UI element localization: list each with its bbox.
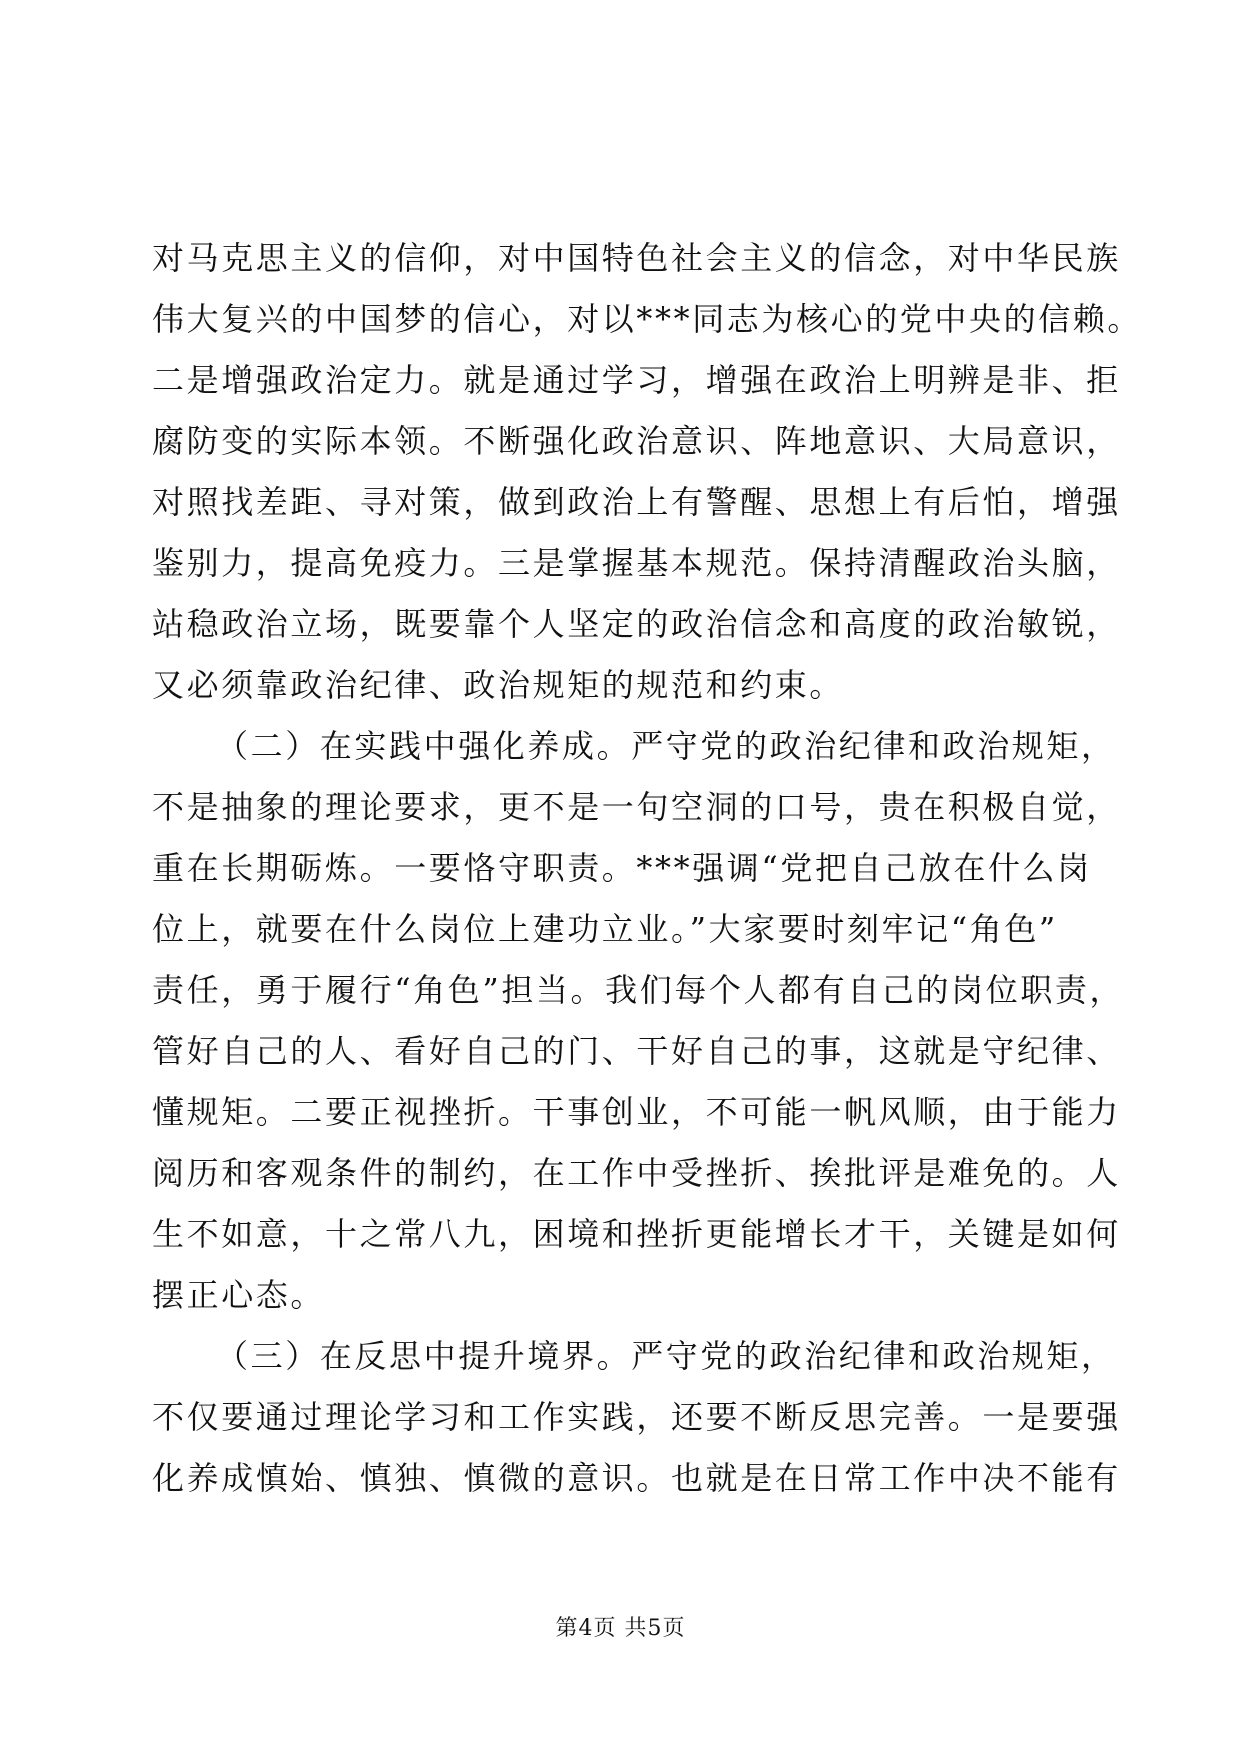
text-line: 懂规矩。二要正视挫折。干事创业，不可能一帆风顺，由于能力 xyxy=(152,1093,1121,1131)
paragraph-start-line: （三）在反思中提升境界。严守党的政治纪律和政治规矩， xyxy=(216,1337,1116,1375)
text-line: 生不如意，十之常八九，困境和挫折更能增长才干，关键是如何 xyxy=(152,1215,1121,1253)
text-line: 腐防变的实际本领。不断强化政治意识、阵地意识、大局意识， xyxy=(152,422,1121,460)
text-line: 重在长期砺炼。一要恪守职责。***强调“党把自己放在什么岗 xyxy=(152,849,1092,887)
text-line: 对马克思主义的信仰，对中国特色社会主义的信念，对中华民族 xyxy=(152,239,1121,277)
page-number-footer: 第4页 共5页 xyxy=(555,1616,686,1641)
text-line: 位上，就要在什么岗位上建功立业。”大家要时刻牢记“角色” xyxy=(152,910,1058,948)
paragraph-start-line: （二）在实践中强化养成。严守党的政治纪律和政治规矩， xyxy=(216,727,1116,765)
text-line: 站稳政治立场，既要靠个人坚定的政治信念和高度的政治敏锐， xyxy=(152,605,1121,643)
document-body xyxy=(152,228,1143,1509)
text-line: 不是抽象的理论要求，更不是一句空洞的口号，贵在积极自觉， xyxy=(152,788,1121,826)
text-line: 对照找差距、寻对策，做到政治上有警醒、思想上有后怕，增强 xyxy=(152,483,1121,521)
text-line: 化养成慎始、慎独、慎微的意识。也就是在日常工作中决不能有 xyxy=(152,1459,1121,1497)
text-line: 阅历和客观条件的制约，在工作中受挫折、挨批评是难免的。人 xyxy=(152,1154,1121,1192)
text-line: 不仅要通过理论学习和工作实践，还要不断反思完善。一是要强 xyxy=(152,1398,1121,1436)
text-line: 责任，勇于履行“角色”担当。我们每个人都有自己的岗位职责， xyxy=(152,971,1125,1009)
text-line: 管好自己的人、看好自己的门、干好自己的事，这就是守纪律、 xyxy=(152,1032,1121,1070)
text-line: 二是增强政治定力。就是通过学习，增强在政治上明辨是非、拒 xyxy=(152,361,1121,399)
text-line: 又必须靠政治纪律、政治规矩的规范和约束。 xyxy=(152,666,845,704)
text-line: 鉴别力，提高免疫力。三是掌握基本规范。保持清醒政治头脑， xyxy=(152,544,1121,582)
text-line: 伟大复兴的中国梦的信心，对以***同志为核心的党中央的信赖。 xyxy=(152,300,1143,338)
text-line: 摆正心态。 xyxy=(152,1276,326,1314)
